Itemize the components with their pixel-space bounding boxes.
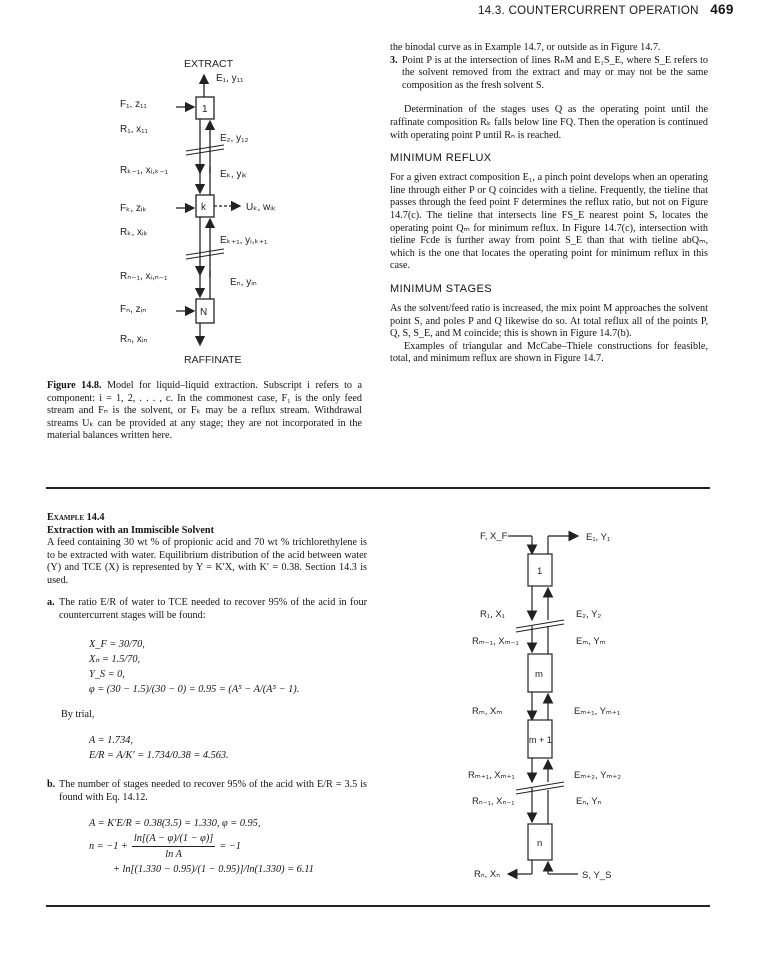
label-e2-y2: E₂, Y₂ xyxy=(576,609,602,620)
ex-stage-m-label: m xyxy=(535,669,543,680)
eq-b1: A = K′E/R = 0.38(3.5) = 1.330, φ = 0.95, xyxy=(89,818,261,830)
example-14-4 xyxy=(47,512,367,877)
part-a-text: The ratio E/R of water to TCE needed to recover 95% of the acid in four countercurrent stages will be found: xyxy=(59,597,367,621)
label-rn1: Rₙ₋₁, xᵢ,ₙ₋₁ xyxy=(120,271,168,282)
label-r1: R₁, x₁₁ xyxy=(120,124,148,135)
stage-1-label: 1 xyxy=(202,104,208,115)
eq-xn: Xₙ = 1.5/70, xyxy=(89,653,141,665)
label-uk: Uₖ, wᵢₖ xyxy=(246,202,277,213)
section-title: 14.3. COUNTERCURRENT OPERATION xyxy=(478,5,699,17)
eq-b2-rhs: = −1 xyxy=(219,841,241,853)
paragraph-minimum-reflux: For a given extract composition E₁, a pinch point develops when an operating line through either P or Q coincides with a tieline. Frequently, the tieline that passes through the feed point F determines the reflux ratio, but not on Figure 14.7(c). The tieline that intersects line FS_E nearest point Sₑ locates the operating point Qₘ for minimum reflux. In Figure 14.7(c), intersection with tieline Fcde is further away from point S_E than that with tieline abQₘ, which is the one that locates the operating point for minimum reflux in this case. xyxy=(390,172,708,272)
label-rk: Rₖ, xᵢₖ xyxy=(120,227,148,238)
part-b xyxy=(47,779,367,804)
label-ek1: Eₖ₊₁, yᵢ,ₖ₊₁ xyxy=(220,235,268,246)
eq-a: A = 1.734, xyxy=(89,735,133,747)
caption-label: Figure 14.8. xyxy=(47,380,102,391)
caption-text: Model for liquid–liquid extraction. Subscript i refers to a component: i = 1, 2, . . . , c. In the commonest case, F₁ is the only feed stream and Fₙ is the solvent, or Fₖ may be a reflux stream. Withdrawal streams Uₖ can be provided at any stage; they are not incorporated in the material balances written here. xyxy=(47,380,363,442)
right-column xyxy=(390,42,708,366)
part-a-label: a. xyxy=(47,597,55,609)
part-a xyxy=(47,597,367,622)
paragraph-stages: Determination of the stages uses Q as the operating point until the raffinate composition Rₖ falls below line FQ. Then the operation is continued with operating point P until Rₙ is reached. xyxy=(390,104,708,141)
label-en-yn: Eₙ, Yₙ xyxy=(576,796,602,807)
label-fk: Fₖ, zᵢₖ xyxy=(120,203,147,214)
example-stage-diagram xyxy=(468,520,658,890)
fraction-numerator: ln[(A − φ)/(1 − φ)] xyxy=(132,831,215,847)
figure-14-8-diagram xyxy=(100,55,310,370)
label-rn: Rₙ, xᵢₙ xyxy=(120,334,148,345)
label-fn: Fₙ, zᵢₙ xyxy=(120,304,147,315)
eq-xf: X_F = 30/70, xyxy=(89,638,145,650)
list-item-3 xyxy=(390,55,708,93)
divider-top xyxy=(46,487,710,489)
paragraph-binodal: the binodal curve as in Example 14.7, or outside as in Figure 14.7. xyxy=(390,42,661,53)
heading-minimum-stages: MINIMUM STAGES xyxy=(390,282,492,295)
divider-bottom xyxy=(46,905,710,907)
label-f-xf: F, X_F xyxy=(480,531,508,542)
extract-label: EXTRACT xyxy=(184,58,234,70)
eq-b2-lhs: n = −1 + xyxy=(89,841,128,853)
label-em1-ym1: Eₘ₊₁, Yₘ₊₁ xyxy=(574,706,621,717)
eq-er: E/R = A/K′ = 1.734/0.38 = 4.563. xyxy=(89,750,229,762)
by-trial: By trial, xyxy=(61,708,95,720)
equations-b xyxy=(89,816,367,877)
eq-b2 xyxy=(89,831,367,862)
part-b-text: The number of stages needed to recover 95% of the acid with E/R = 3.5 is found with Eq. 14.12. xyxy=(59,779,367,803)
example-label: Example 14.4 xyxy=(47,512,105,523)
label-rmp1-xmp1: Rₘ₊₁, Xₘ₊₁ xyxy=(468,770,515,781)
example-intro: A feed containing 30 wt % of propionic acid and 70 wt % trichlorethylene is to be extracted with water. Equilibrium distribution of the acid between water (Y) and TCE (X) is represented by Y = K′X, with K′ = 0.38. Section 14.3 is used. xyxy=(47,537,367,586)
label-rk1: Rₖ₋₁, xᵢ,ₖ₋₁ xyxy=(120,165,168,176)
ex-stage-n-label: n xyxy=(537,838,543,849)
fraction-denominator: ln A xyxy=(165,849,182,861)
eq-b3: + ln[(1.330 − 0.95)/(1 − 0.95)]/ln(1.330) = 6.11 xyxy=(113,864,314,876)
example-title: Extraction with an Immiscible Solvent xyxy=(47,524,214,536)
stage-n-label: N xyxy=(200,307,208,318)
label-r1-x1: R₁, X₁ xyxy=(480,609,505,620)
item-3-text: Point P is at the intersection of lines RₙM and E₁S_E, where S_E refers to the solvent removed from the extract and may or may not be the same composition as the fresh solvent S. xyxy=(402,54,708,91)
heading-minimum-reflux: MINIMUM REFLUX xyxy=(390,152,492,165)
item-3-number: 3. xyxy=(390,54,398,66)
label-s-ys: S, Y_S xyxy=(582,870,612,881)
ex-stage-m1-label: m + 1 xyxy=(529,735,552,745)
label-rn-xn: Rₙ, Xₙ xyxy=(474,869,501,880)
ex-stage-1-label: 1 xyxy=(537,566,543,577)
label-em-ym: Eₘ, Yₘ xyxy=(576,636,606,647)
running-header xyxy=(478,2,734,17)
label-rn1-xn1: Rₙ₋₁, Xₙ₋₁ xyxy=(472,796,515,807)
label-em2-ym2: Eₘ₊₂, Yₘ₊₂ xyxy=(574,770,622,781)
paragraph-minimum-stages: As the solvent/feed ratio is increased, the mix point M approaches the solvent point S, and poles P and Q likewise do so. At total reflux all of the points P, Q, S, S_E, and M coincide; this is shown in Figure 14.7(b). xyxy=(390,302,708,340)
part-b-label: b. xyxy=(47,779,56,791)
label-f1: F₁, z₁₁ xyxy=(120,99,147,110)
label-e2: E₂, y₁₂ xyxy=(220,133,249,144)
equations-a xyxy=(89,637,367,697)
label-e1: E₁, y₁₁ xyxy=(216,73,244,84)
stage-k-label: k xyxy=(201,202,206,213)
paragraph-examples: Examples of triangular and McCabe–Thiele constructions for feasible, total, and minimum reflux are shown in Figure 14.7. xyxy=(390,340,708,365)
eq-phi: φ = (30 − 1.5)/(30 − 0) = 0.95 = (A⁵ − A/(A⁵ − 1). xyxy=(89,683,300,695)
raffinate-label: RAFFINATE xyxy=(184,354,242,366)
label-ek: Eₖ, yᵢₖ xyxy=(220,169,248,180)
fraction xyxy=(132,831,215,862)
label-rm-xm: Rₘ, Xₘ xyxy=(472,706,503,717)
label-rm1-xm1: Rₘ₋₁, Xₘ₋₁ xyxy=(472,636,519,647)
eq-ys: Y_S = 0, xyxy=(89,668,125,680)
figure-14-8-caption xyxy=(47,380,362,443)
label-en: Eₙ, yᵢₙ xyxy=(230,277,257,288)
equations-trial xyxy=(89,733,367,763)
label-e1-y1: E₁, Y₁ xyxy=(586,532,611,543)
page-number: 469 xyxy=(710,2,734,17)
